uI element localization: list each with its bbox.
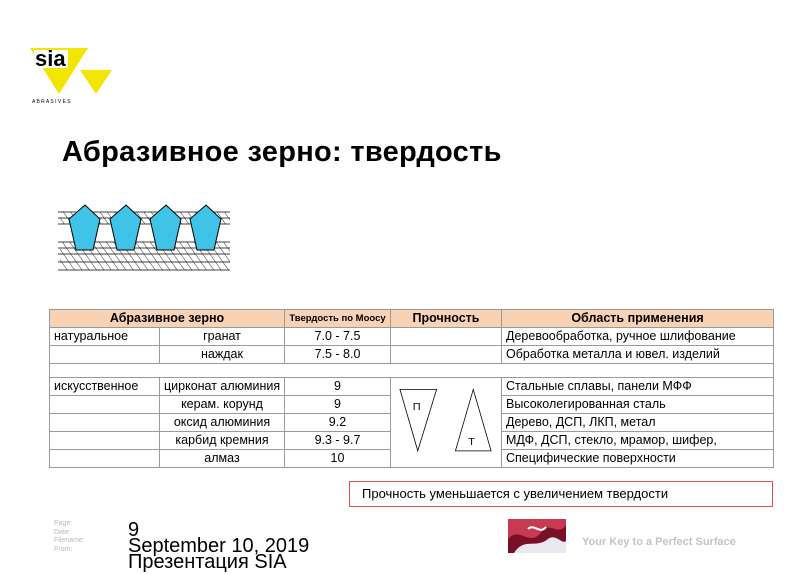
meta-filename-label: Filename: xyxy=(54,537,85,544)
strength-diagram-cell xyxy=(391,378,502,468)
strength-cell xyxy=(391,328,502,346)
strength-note: Прочность уменьшается с увеличением твердости xyxy=(349,481,773,507)
hardness-cell: 9 xyxy=(285,396,391,414)
footer-date: September 10, 2019 xyxy=(128,535,310,557)
abrasive-grain-illustration xyxy=(56,202,232,276)
grain-name-cell: цирконат алюминия xyxy=(160,378,285,396)
sia-logo xyxy=(30,44,114,106)
grain-name-cell: керам. корунд xyxy=(160,396,285,414)
col-header-hardness: Твердость по Моосу xyxy=(285,310,391,328)
group-cell xyxy=(50,396,160,414)
col-header-application: Область применения xyxy=(502,310,774,328)
meta-from-label: From: xyxy=(54,545,73,553)
application-cell: Высоколегированная сталь xyxy=(502,396,774,414)
spacer-cell xyxy=(50,364,774,378)
table-header-row xyxy=(50,310,774,328)
meta-page-label: Page: xyxy=(54,520,73,527)
application-cell: МДФ, ДСП, стекло, мрамор, шифер, xyxy=(502,432,774,450)
footer-tagline: Your Key to a Perfect Surface xyxy=(582,536,736,548)
hardness-cell: 7.0 - 7.5 xyxy=(285,328,391,346)
hardness-cell: 10 xyxy=(285,450,391,468)
page-number: 9 xyxy=(128,519,140,541)
grain-name-cell: алмаз xyxy=(160,450,285,468)
meta-date-label: Date: xyxy=(54,528,71,536)
presentation-name: Презентация SIA xyxy=(128,551,287,573)
group-cell: искусственное xyxy=(50,378,160,396)
application-cell: Деревообработка, ручное шлифование xyxy=(502,328,774,346)
application-cell: Обработка металла и ювел. изделий xyxy=(502,346,774,364)
group-cell: натуральное xyxy=(50,328,160,346)
group-cell xyxy=(50,346,160,364)
footer-overlay-text xyxy=(128,519,310,573)
strength-label-right: Т xyxy=(468,436,475,449)
group-cell xyxy=(50,414,160,432)
grain-name-cell: гранат xyxy=(160,328,285,346)
hardness-cell: 7.5 - 8.0 xyxy=(285,346,391,364)
application-cell: Стальные сплавы, панели МФФ xyxy=(502,378,774,396)
group-cell xyxy=(50,450,160,468)
logo-text: sia xyxy=(35,46,66,71)
strength-triangles xyxy=(391,378,501,467)
strength-cell xyxy=(391,346,502,364)
table-row xyxy=(50,346,774,364)
abrasive-table xyxy=(49,309,774,468)
grain-name-cell: оксид алюминия xyxy=(160,414,285,432)
hardness-cell: 9.2 xyxy=(285,414,391,432)
application-cell: Специфические поверхности xyxy=(502,450,774,468)
footer-meta xyxy=(54,520,85,554)
table-row xyxy=(50,378,774,396)
table-row xyxy=(50,328,774,346)
col-header-strength: Прочность xyxy=(391,310,502,328)
product-photo xyxy=(508,519,566,553)
page-title: Абразивное зерно: твердость xyxy=(62,136,502,168)
grain-name-cell: карбид кремния xyxy=(160,432,285,450)
table-spacer-row xyxy=(50,364,774,378)
strength-label-left: П xyxy=(412,401,421,414)
hardness-cell: 9.3 - 9.7 xyxy=(285,432,391,450)
logo-subtext: A B R A S I V E S xyxy=(32,99,71,105)
group-cell xyxy=(50,432,160,450)
grain-name-cell: наждак xyxy=(160,346,285,364)
col-header-grain: Абразивное зерно xyxy=(50,310,285,328)
application-cell: Дерево, ДСП, ЛКП, метал xyxy=(502,414,774,432)
hardness-cell: 9 xyxy=(285,378,391,396)
